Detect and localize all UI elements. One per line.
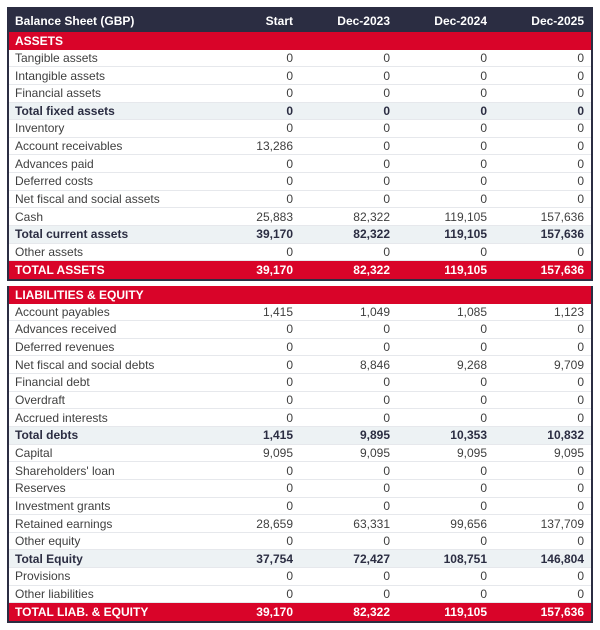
table-row [9,409,591,427]
cell-value: 9,095 [553,445,584,460]
cell-value: 0 [286,174,293,189]
cell-value: 0 [383,139,390,154]
table-row [9,374,591,392]
cell-value: 0 [577,393,584,408]
column-header-dec2024: Dec-2024 [434,13,487,28]
cell-value: 0 [383,174,390,189]
cell-value: 0 [480,156,487,171]
table-row [9,261,591,279]
cell-value: 157,636 [540,209,584,224]
cell-value: 0 [577,121,584,136]
cell-value: 25,883 [256,209,293,224]
cell-value: 0 [480,68,487,83]
cell-value: 157,636 [540,227,584,242]
row-label: Retained earnings [15,516,113,531]
row-label: TOTAL ASSETS [15,263,105,278]
cell-value: 0 [383,121,390,136]
table-row [9,586,591,604]
cell-value: 0 [383,68,390,83]
row-label: Net fiscal and social assets [15,192,160,207]
cell-value: 0 [577,68,584,83]
cell-value: 10,832 [547,428,584,443]
cell-value: 0 [480,103,487,118]
column-header-dec2023: Dec-2023 [337,13,390,28]
cell-value: 0 [286,410,293,425]
cell-value: 0 [383,534,390,549]
table-row [9,244,591,262]
row-label: Financial debt [15,375,90,390]
cell-value: 28,659 [256,516,293,531]
cell-value: 108,751 [443,551,487,566]
row-label: Total current assets [15,227,129,242]
cell-value: 0 [383,569,390,584]
cell-value: 0 [480,534,487,549]
row-label: Account payables [15,304,110,319]
cell-value: 0 [577,410,584,425]
cell-value: 0 [480,139,487,154]
cell-value: 0 [286,393,293,408]
table-row [9,67,591,85]
cell-value: 0 [383,322,390,337]
cell-value: 0 [480,481,487,496]
cell-value: 1,085 [456,304,487,319]
cell-value: 0 [383,103,390,118]
cell-value: 0 [286,498,293,513]
cell-value: 119,105 [444,605,487,620]
cell-value: 13,286 [256,139,293,154]
table-row [9,85,591,103]
cell-value: 9,709 [553,357,584,372]
row-label: Investment grants [15,498,111,513]
table-row [9,226,591,244]
cell-value: 0 [577,498,584,513]
cell-value: 0 [577,192,584,207]
cell-value: 0 [480,86,487,101]
cell-value: 137,709 [540,516,584,531]
table-row [9,208,591,226]
table-row [9,445,591,463]
table-row [9,515,591,533]
cell-value: 0 [480,587,487,602]
cell-value: 39,170 [256,605,293,620]
cell-value: 157,636 [540,263,584,278]
cell-value: 0 [286,121,293,136]
cell-value: 0 [286,375,293,390]
cell-value: 0 [577,86,584,101]
cell-value: 0 [577,103,584,118]
cell-value: 1,415 [262,428,293,443]
table-row [9,138,591,156]
cell-value: 0 [383,156,390,171]
cell-value: 0 [480,463,487,478]
table-header-row [9,9,591,32]
row-label: Overdraft [15,393,66,408]
cell-value: 0 [577,375,584,390]
row-label: TOTAL LIAB. & EQUITY [15,605,149,620]
table-row [9,533,591,551]
cell-value: 0 [577,481,584,496]
row-label: Total debts [15,428,79,443]
cell-value: 0 [577,340,584,355]
cell-value: 9,895 [359,428,390,443]
row-label: Capital [15,445,53,460]
cell-value: 0 [383,50,390,65]
cell-value: 0 [383,498,390,513]
row-label: Account receivables [15,139,123,154]
cell-value: 99,656 [450,516,487,531]
row-label: Advances paid [15,156,94,171]
cell-value: 0 [383,393,390,408]
table-row [9,568,591,586]
row-label: Financial assets [15,86,102,101]
table-row [9,498,591,516]
column-header-start: Start [265,13,293,28]
row-label: Deferred revenues [15,340,115,355]
row-label: Intangible assets [15,68,106,83]
table-row [9,321,591,339]
row-label: Other liabilities [15,587,94,602]
row-label: Provisions [15,569,71,584]
column-header-dec2025: Dec-2025 [531,13,584,28]
cell-value: 0 [577,587,584,602]
table-title: Balance Sheet (GBP) [15,13,135,28]
cell-value: 0 [286,86,293,101]
cell-value: 0 [480,50,487,65]
cell-value: 119,105 [444,209,487,224]
cell-value: 0 [286,481,293,496]
cell-value: 0 [286,192,293,207]
cell-value: 157,636 [540,605,584,620]
cell-value: 0 [480,340,487,355]
table-row [9,427,591,445]
cell-value: 0 [286,322,293,337]
cell-value: 0 [577,463,584,478]
cell-value: 0 [383,463,390,478]
table-row [9,462,591,480]
cell-value: 9,095 [456,445,487,460]
row-label: Cash [15,209,44,224]
cell-value: 9,095 [359,445,390,460]
table-row [9,50,591,68]
row-label: Deferred costs [15,174,94,189]
cell-value: 1,123 [553,304,584,319]
cell-value: 9,095 [262,445,293,460]
cell-value: 0 [286,587,293,602]
cell-value: 0 [480,121,487,136]
cell-value: 0 [577,569,584,584]
table-row [9,603,591,621]
cell-value: 0 [286,463,293,478]
liabilities-equity-table [7,286,593,623]
liabilities-equity-rows [9,304,591,622]
cell-value: 9,268 [456,357,487,372]
cell-value: 82,322 [353,209,390,224]
row-label: Shareholders' loan [15,463,115,478]
cell-value: 37,754 [256,551,293,566]
row-label: Total Equity [15,551,83,566]
assets-rows [9,50,591,279]
section-header-liabilities-equity: LIABILITIES & EQUITY [9,286,591,304]
cell-value: 10,353 [450,428,487,443]
cell-value: 0 [286,68,293,83]
cell-value: 63,331 [353,516,390,531]
row-label: Other equity [15,534,81,549]
cell-value: 0 [286,357,293,372]
cell-value: 0 [286,50,293,65]
cell-value: 0 [383,340,390,355]
cell-value: 0 [577,534,584,549]
cell-value: 8,846 [359,357,390,372]
cell-value: 82,322 [353,263,390,278]
cell-value: 0 [577,244,584,259]
cell-value: 0 [480,322,487,337]
cell-value: 0 [286,340,293,355]
cell-value: 0 [480,410,487,425]
row-label: Tangible assets [15,50,98,65]
cell-value: 0 [480,375,487,390]
table-row [9,120,591,138]
cell-value: 0 [286,156,293,171]
cell-value: 119,105 [444,263,487,278]
cell-value: 39,170 [256,227,293,242]
cell-value: 0 [577,139,584,154]
cell-value: 0 [383,481,390,496]
cell-value: 0 [383,86,390,101]
cell-value: 0 [286,244,293,259]
cell-value: 1,049 [359,304,390,319]
cell-value: 0 [480,393,487,408]
table-row [9,480,591,498]
table-row [9,103,591,121]
cell-value: 146,804 [540,551,584,566]
table-row [9,392,591,410]
row-label: Inventory [15,121,65,136]
row-label: Total fixed assets [15,103,115,118]
cell-value: 72,427 [353,551,390,566]
cell-value: 82,322 [353,227,390,242]
row-label: Accrued interests [15,410,108,425]
cell-value: 0 [383,410,390,425]
cell-value: 0 [577,50,584,65]
cell-value: 0 [480,569,487,584]
row-label: Advances received [15,322,117,337]
cell-value: 0 [383,244,390,259]
section-header-assets: ASSETS [9,32,591,50]
row-label: Reserves [15,481,66,496]
row-label: Net fiscal and social debts [15,357,155,372]
cell-value: 119,105 [444,227,487,242]
table-row [9,191,591,209]
cell-value: 0 [480,498,487,513]
cell-value: 0 [383,587,390,602]
cell-value: 0 [480,244,487,259]
cell-value: 0 [383,375,390,390]
cell-value: 0 [577,322,584,337]
table-row [9,356,591,374]
cell-value: 0 [577,174,584,189]
cell-value: 0 [286,534,293,549]
cell-value: 39,170 [256,263,293,278]
table-row [9,155,591,173]
row-label: Other assets [15,244,84,259]
cell-value: 0 [286,569,293,584]
cell-value: 1,415 [262,304,293,319]
cell-value: 82,322 [353,605,390,620]
cell-value: 0 [383,192,390,207]
table-row [9,339,591,357]
table-row [9,173,591,191]
cell-value: 0 [480,174,487,189]
cell-value: 0 [577,156,584,171]
table-row [9,550,591,568]
assets-table [7,7,593,281]
table-row [9,304,591,322]
balance-sheet [7,7,593,623]
cell-value: 0 [286,103,293,118]
cell-value: 0 [480,192,487,207]
